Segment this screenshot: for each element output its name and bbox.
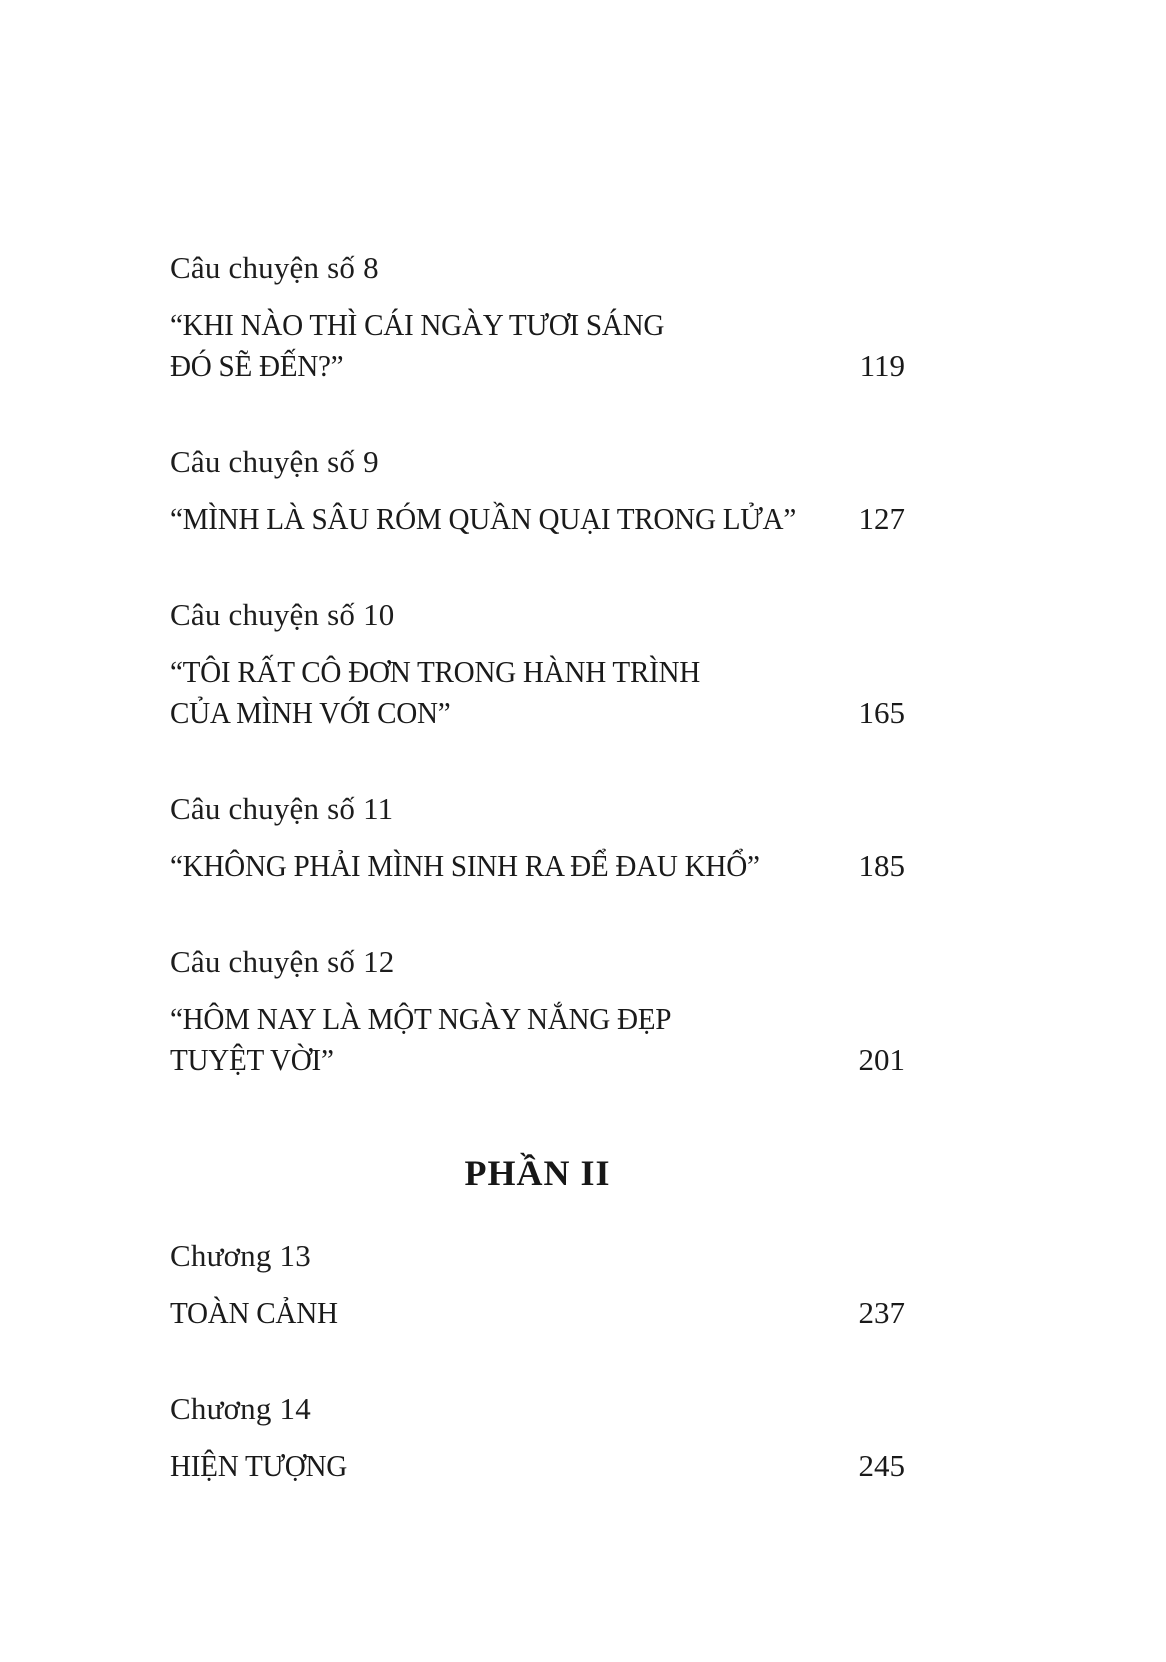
entry-title-line: HIỆN TƯỢNG [170, 1448, 348, 1483]
entry-page-number: 237 [858, 1295, 905, 1330]
entry-title-line: “MÌNH LÀ SÂU RÓM QUẦN QUẠI TRONG LỬA” [170, 501, 796, 536]
entry-title [170, 651, 800, 733]
entry-label: Câu chuyện số 9 [170, 444, 379, 479]
entry-page-number: 201 [858, 1042, 905, 1077]
entry-label: Chương 14 [170, 1391, 311, 1426]
toc-entry [170, 1389, 905, 1486]
entry-label: Câu chuyện số 12 [170, 944, 395, 979]
entry-title-line: TUYỆT VỜI” [170, 1042, 334, 1077]
entry-title-line: “KHÔNG PHẢI MÌNH SINH RA ĐỂ ĐAU KHỔ” [170, 848, 760, 883]
entry-title-line: “TÔI RẤT CÔ ĐƠN TRONG HÀNH TRÌNH [170, 654, 701, 689]
toc-entry [170, 789, 905, 886]
entry-title [170, 1445, 800, 1486]
entry-page-number: 127 [858, 501, 905, 536]
entry-row [170, 304, 905, 386]
entry-title [170, 845, 800, 886]
toc-entry [170, 248, 905, 386]
entry-row [170, 1292, 905, 1333]
toc-entry [170, 942, 905, 1080]
entry-page-number: 245 [858, 1448, 905, 1483]
toc-entry [170, 1236, 905, 1333]
entry-page-number: 119 [859, 348, 905, 383]
entry-page-number: 185 [858, 848, 905, 883]
entry-title [170, 304, 801, 386]
entry-page-number: 165 [858, 695, 905, 730]
entry-title-line: “HÔM NAY LÀ MỘT NGÀY NẮNG ĐẸP [170, 1001, 672, 1036]
entry-title [170, 498, 800, 539]
entry-label: Câu chuyện số 8 [170, 250, 379, 285]
entry-title-line: ĐÓ SẼ ĐẾN?” [170, 348, 344, 383]
entry-label: Câu chuyện số 11 [170, 791, 394, 826]
part-heading: PHẦN II [464, 1153, 611, 1193]
toc-entry [170, 595, 905, 733]
entry-label: Chương 13 [170, 1238, 311, 1273]
entry-row [170, 651, 905, 733]
entry-title [170, 1292, 800, 1333]
entry-title-line: TOÀN CẢNH [170, 1295, 338, 1330]
entry-row [170, 498, 905, 539]
entry-row [170, 845, 905, 886]
entry-row [170, 1445, 905, 1486]
entry-title-line: “KHI NÀO THÌ CÁI NGÀY TƯƠI SÁNG [170, 307, 665, 342]
entry-label: Câu chuyện số 10 [170, 597, 395, 632]
entry-title-line: CỦA MÌNH VỚI CON” [170, 695, 451, 730]
toc-entry [170, 442, 905, 539]
entry-title [170, 998, 800, 1080]
entry-row [170, 998, 905, 1080]
